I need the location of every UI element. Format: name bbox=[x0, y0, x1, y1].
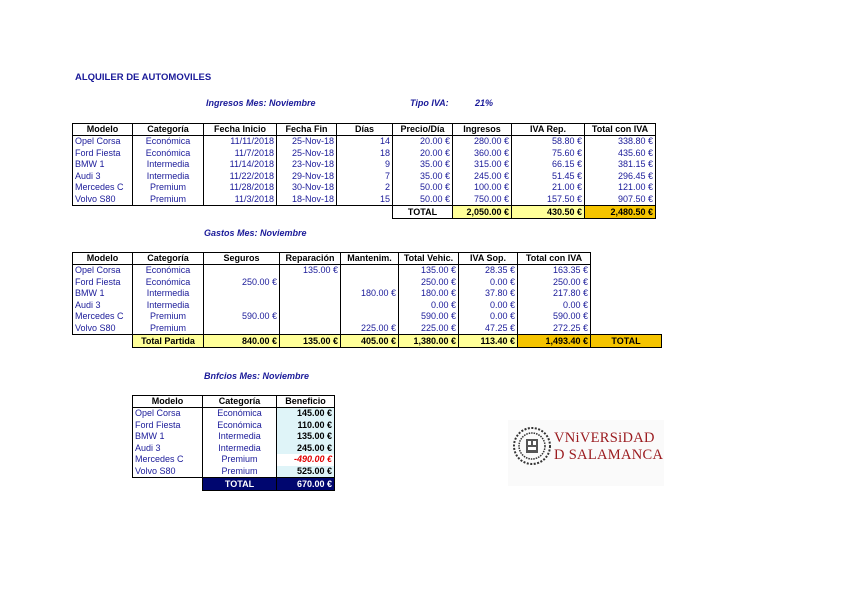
total-iva-sop: 113.40 € bbox=[459, 335, 518, 348]
cell: 23-Nov-18 bbox=[277, 159, 337, 171]
table-row bbox=[73, 311, 662, 323]
cell: 9 bbox=[337, 159, 393, 171]
cell bbox=[341, 277, 399, 289]
cell: 435.60 € bbox=[585, 148, 656, 160]
cell: 225.00 € bbox=[399, 323, 459, 335]
cell: 245.00 € bbox=[453, 171, 512, 183]
expenses-header-row bbox=[73, 253, 662, 265]
cell: 11/11/2018 bbox=[204, 136, 277, 148]
cell: 11/28/2018 bbox=[204, 182, 277, 194]
cell: Audi 3 bbox=[73, 171, 133, 183]
profits-total-value: 670.00 € bbox=[277, 478, 335, 491]
cell bbox=[204, 300, 280, 312]
cell: 381.15 € bbox=[585, 159, 656, 171]
cell: 590.00 € bbox=[399, 311, 459, 323]
expenses-total-label: TOTAL bbox=[591, 335, 662, 348]
cell: 0.00 € bbox=[459, 300, 518, 312]
cell: 20.00 € bbox=[393, 136, 453, 148]
col-reparacion: Reparación bbox=[280, 253, 341, 265]
cell: 217.80 € bbox=[518, 288, 591, 300]
col-total-con-iva: Total con IVA bbox=[585, 124, 656, 136]
total-reparacion: 135.00 € bbox=[280, 335, 341, 348]
cell: Premium bbox=[203, 454, 277, 466]
cell: 2 bbox=[337, 182, 393, 194]
cell: 28.35 € bbox=[459, 265, 518, 277]
cell: 0.00 € bbox=[518, 300, 591, 312]
total-partida-label: Total Partida bbox=[133, 335, 204, 348]
cell: Económica bbox=[133, 277, 204, 289]
cell: 135.00 € bbox=[280, 265, 341, 277]
cell: 135.00 € bbox=[277, 431, 335, 443]
cell: Económica bbox=[133, 136, 204, 148]
table-row bbox=[73, 148, 656, 160]
cell: 15 bbox=[337, 194, 393, 206]
income-section-label: Ingresos Mes: Noviembre bbox=[206, 98, 316, 108]
cell: 590.00 € bbox=[204, 311, 280, 323]
cell: BMW 1 bbox=[73, 159, 133, 171]
cell: 21.00 € bbox=[512, 182, 585, 194]
table-row bbox=[133, 431, 335, 443]
total-con-iva: 1,493.40 € bbox=[518, 335, 591, 348]
cell: Mercedes C bbox=[133, 454, 203, 466]
table-row bbox=[73, 265, 662, 277]
cell: Ford Fiesta bbox=[73, 277, 133, 289]
income-total-ingresos: 2,050.00 € bbox=[453, 206, 512, 219]
cell: 250.00 € bbox=[518, 277, 591, 289]
cell: Premium bbox=[133, 311, 204, 323]
table-row bbox=[73, 159, 656, 171]
cell: 360.00 € bbox=[453, 148, 512, 160]
table-row bbox=[133, 408, 335, 420]
cell: 20.00 € bbox=[393, 148, 453, 160]
iva-rate-label: Tipo IVA: bbox=[410, 98, 449, 108]
table-row bbox=[73, 182, 656, 194]
cell: 35.00 € bbox=[393, 171, 453, 183]
cell: 250.00 € bbox=[399, 277, 459, 289]
cell: Intermedia bbox=[133, 159, 204, 171]
cell: Intermedia bbox=[133, 288, 204, 300]
col-categoria: Categoría bbox=[133, 124, 204, 136]
cell: Intermedia bbox=[203, 443, 277, 455]
cell: 7 bbox=[337, 171, 393, 183]
expenses-section-label: Gastos Mes: Noviembre bbox=[204, 228, 307, 238]
cell: 315.00 € bbox=[453, 159, 512, 171]
university-name-line2: D SALAMANCA bbox=[554, 447, 664, 463]
col-beneficio: Beneficio bbox=[277, 396, 335, 408]
cell: Económica bbox=[133, 265, 204, 277]
cell: 907.50 € bbox=[585, 194, 656, 206]
cell: 250.00 € bbox=[204, 277, 280, 289]
cell: Audi 3 bbox=[73, 300, 133, 312]
cell: BMW 1 bbox=[73, 288, 133, 300]
profits-header-row bbox=[133, 396, 335, 408]
table-row bbox=[73, 194, 656, 206]
income-total-label: TOTAL bbox=[393, 206, 453, 219]
profits-section-label: Bnfcios Mes: Noviembre bbox=[204, 371, 310, 381]
cell: Intermedia bbox=[203, 431, 277, 443]
cell: Económica bbox=[203, 408, 277, 420]
col-seguros: Seguros bbox=[204, 253, 280, 265]
cell: 163.35 € bbox=[518, 265, 591, 277]
income-table bbox=[72, 123, 656, 219]
cell: Intermedia bbox=[133, 171, 204, 183]
table-row bbox=[133, 454, 335, 466]
cell: 225.00 € bbox=[341, 323, 399, 335]
expenses-table bbox=[72, 252, 662, 348]
cell: Económica bbox=[203, 420, 277, 432]
col-modelo: Modelo bbox=[73, 124, 133, 136]
cell: 66.15 € bbox=[512, 159, 585, 171]
cell: Premium bbox=[133, 182, 204, 194]
table-row bbox=[133, 420, 335, 432]
table-row bbox=[133, 443, 335, 455]
cell: 0.00 € bbox=[399, 300, 459, 312]
col-iva-rep: IVA Rep. bbox=[512, 124, 585, 136]
col-mantenim: Mantenim. bbox=[341, 253, 399, 265]
col-iva-sop: IVA Sop. bbox=[459, 253, 518, 265]
profits-total-row bbox=[133, 478, 335, 491]
cell: 280.00 € bbox=[453, 136, 512, 148]
expenses-total-row bbox=[73, 335, 662, 348]
university-logo bbox=[508, 420, 664, 486]
cell bbox=[204, 323, 280, 335]
cell: 11/14/2018 bbox=[204, 159, 277, 171]
cell bbox=[280, 300, 341, 312]
cell bbox=[341, 311, 399, 323]
cell: 47.25 € bbox=[459, 323, 518, 335]
cell: Económica bbox=[133, 148, 204, 160]
cell: 180.00 € bbox=[341, 288, 399, 300]
cell: Opel Corsa bbox=[133, 408, 203, 420]
col-modelo: Modelo bbox=[73, 253, 133, 265]
cell: Mercedes C bbox=[73, 182, 133, 194]
cell: 50.00 € bbox=[393, 194, 453, 206]
cell: 272.25 € bbox=[518, 323, 591, 335]
iva-rate-value: 21% bbox=[475, 98, 494, 108]
cell bbox=[204, 265, 280, 277]
cell: BMW 1 bbox=[133, 431, 203, 443]
col-categoria: Categoría bbox=[133, 253, 204, 265]
income-header-row bbox=[73, 124, 656, 136]
cell: 18 bbox=[337, 148, 393, 160]
col-ingresos: Ingresos bbox=[453, 124, 512, 136]
cell: 750.00 € bbox=[453, 194, 512, 206]
total-mantenim: 405.00 € bbox=[341, 335, 399, 348]
cell: Ford Fiesta bbox=[73, 148, 133, 160]
col-dias: Días bbox=[337, 124, 393, 136]
col-total-con-iva: Total con IVA bbox=[518, 253, 591, 265]
cell: Opel Corsa bbox=[73, 136, 133, 148]
table-row bbox=[73, 288, 662, 300]
cell bbox=[341, 265, 399, 277]
income-total-row bbox=[73, 206, 656, 219]
table-row bbox=[73, 171, 656, 183]
cell: 25-Nov-18 bbox=[277, 136, 337, 148]
table-row bbox=[73, 277, 662, 289]
table-row bbox=[73, 300, 662, 312]
cell: 58.80 € bbox=[512, 136, 585, 148]
cell bbox=[280, 288, 341, 300]
total-seguros: 840.00 € bbox=[204, 335, 280, 348]
cell: 51.45 € bbox=[512, 171, 585, 183]
cell: Volvo S80 bbox=[73, 194, 133, 206]
cell: 18-Nov-18 bbox=[277, 194, 337, 206]
col-categoria: Categoría bbox=[203, 396, 277, 408]
total-vehic: 1,380.00 € bbox=[399, 335, 459, 348]
cell: Ford Fiesta bbox=[133, 420, 203, 432]
cell: 11/22/2018 bbox=[204, 171, 277, 183]
cell: Volvo S80 bbox=[133, 466, 203, 478]
cell: 180.00 € bbox=[399, 288, 459, 300]
col-fecha-fin: Fecha Fin bbox=[277, 124, 337, 136]
cell: 338.80 € bbox=[585, 136, 656, 148]
income-total-con-iva: 2,480.50 € bbox=[585, 206, 656, 219]
cell: 11/3/2018 bbox=[204, 194, 277, 206]
cell: Premium bbox=[133, 323, 204, 335]
cell: Volvo S80 bbox=[73, 323, 133, 335]
cell: 0.00 € bbox=[459, 277, 518, 289]
cell bbox=[204, 288, 280, 300]
profits-total-label: TOTAL bbox=[203, 478, 277, 491]
income-total-iva: 430.50 € bbox=[512, 206, 585, 219]
cell: 245.00 € bbox=[277, 443, 335, 455]
cell: 29-Nov-18 bbox=[277, 171, 337, 183]
col-modelo: Modelo bbox=[133, 396, 203, 408]
university-seal-icon bbox=[512, 426, 552, 466]
cell: -490.00 € bbox=[277, 454, 335, 466]
cell: 121.00 € bbox=[585, 182, 656, 194]
cell bbox=[280, 323, 341, 335]
table-row bbox=[73, 136, 656, 148]
cell: 135.00 € bbox=[399, 265, 459, 277]
cell: 100.00 € bbox=[453, 182, 512, 194]
cell: 296.45 € bbox=[585, 171, 656, 183]
cell: 525.00 € bbox=[277, 466, 335, 478]
profits-table bbox=[132, 395, 335, 491]
cell: Intermedia bbox=[133, 300, 204, 312]
sheet-title: ALQUILER DE AUTOMOVILES bbox=[75, 72, 212, 83]
cell: 37.80 € bbox=[459, 288, 518, 300]
cell bbox=[341, 300, 399, 312]
cell: 145.00 € bbox=[277, 408, 335, 420]
university-name-line1: VNiVERSiDAD bbox=[554, 430, 655, 446]
cell: 35.00 € bbox=[393, 159, 453, 171]
cell bbox=[280, 277, 341, 289]
cell: Audi 3 bbox=[133, 443, 203, 455]
cell: 14 bbox=[337, 136, 393, 148]
cell: Premium bbox=[203, 466, 277, 478]
cell: Mercedes C bbox=[73, 311, 133, 323]
cell: 110.00 € bbox=[277, 420, 335, 432]
table-row bbox=[73, 323, 662, 335]
col-fecha-inicio: Fecha Inicio bbox=[204, 124, 277, 136]
cell: 50.00 € bbox=[393, 182, 453, 194]
cell: 11/7/2018 bbox=[204, 148, 277, 160]
cell: 75.60 € bbox=[512, 148, 585, 160]
col-total-vehic: Total Vehic. bbox=[399, 253, 459, 265]
cell bbox=[280, 311, 341, 323]
cell: Premium bbox=[133, 194, 204, 206]
cell: 157.50 € bbox=[512, 194, 585, 206]
cell: Opel Corsa bbox=[73, 265, 133, 277]
cell: 590.00 € bbox=[518, 311, 591, 323]
cell: 0.00 € bbox=[459, 311, 518, 323]
table-row bbox=[133, 466, 335, 478]
cell: 25-Nov-18 bbox=[277, 148, 337, 160]
cell: 30-Nov-18 bbox=[277, 182, 337, 194]
col-precio-dia: Precio/Día bbox=[393, 124, 453, 136]
